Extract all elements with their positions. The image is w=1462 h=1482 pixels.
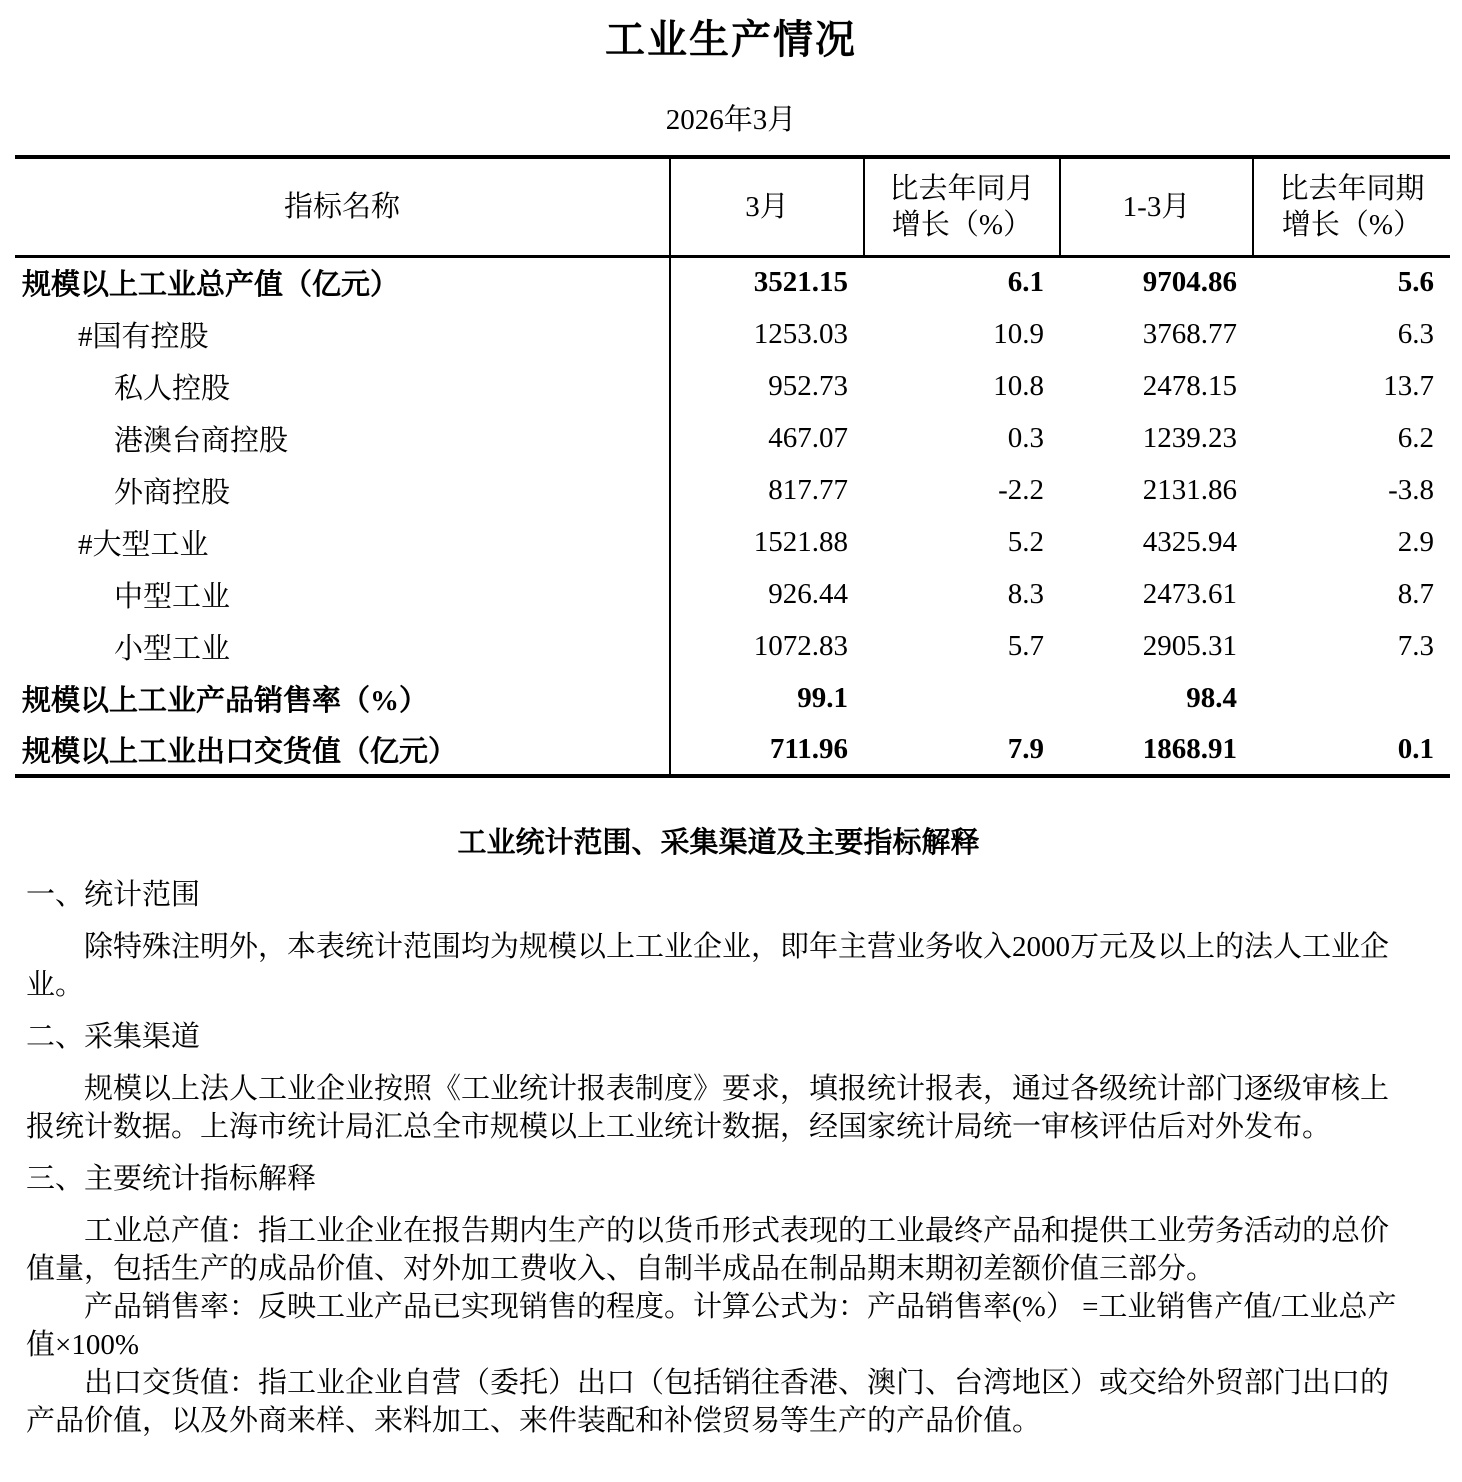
table-row: [15, 672, 1450, 724]
table-row: [15, 256, 1450, 308]
value-yoy-period: 7.3: [1397, 629, 1434, 662]
paragraph-export-delivery-definition: 出口交货值：指工业企业自营（委托）出口（包括销往香港、澳门、台湾地区）或交给外贸部门出口的产品价值，以及外商来样、来料加工、来件装配和补偿贸易等生产的产品价值。: [26, 1367, 1390, 1437]
row-label: 规模以上工业产品销售率（%）: [15, 672, 670, 724]
value-march: 1072.83: [753, 629, 848, 662]
value-yoy-period: 5.6: [1397, 266, 1434, 299]
value-march: 467.07: [768, 421, 848, 454]
value-yoy-period: 6.2: [1397, 421, 1434, 454]
value-yoy-month: 8.3: [1007, 577, 1044, 610]
table-row: [15, 724, 1450, 776]
table-row: [15, 516, 1450, 568]
page-title: 工业生产情况: [605, 17, 857, 62]
col-header-yoy-period-line2: 增长（%）: [1281, 208, 1423, 241]
paragraph-gross-output-definition: 工业总产值：指工业企业在报告期内生产的以货币形式表现的工业最终产品和提供工业劳务活动的总价值量，包括生产的成品价值、对外加工费收入、自制半成品在制品期末期初差额价值三部分。: [26, 1215, 1390, 1285]
value-jan-mar: 2478.15: [1142, 369, 1237, 402]
table-row: [15, 464, 1450, 516]
table-header-row: [15, 157, 1450, 256]
col-header-yoy-month: [864, 157, 1060, 256]
table-row: [15, 412, 1450, 464]
paragraph-sales-ratio-definition: 产品销售率：反映工业产品已实现销售的程度。计算公式为：产品销售率(%） =工业销售产值/工业总产值×100%: [26, 1291, 1397, 1361]
paragraph-collection-channel: 规模以上法人工业企业按照《工业统计报表制度》要求，填报统计报表，通过各级统计部门逐级审核上报统计数据。上海市统计局汇总全市规模以上工业统计数据，经国家统计局统一审核评估后对外发布。: [26, 1073, 1390, 1143]
value-march: 3521.15: [753, 266, 848, 299]
value-jan-mar: 9704.86: [1142, 266, 1237, 299]
col-header-indicator-name: 指标名称: [15, 157, 670, 256]
value-jan-mar: 2473.61: [1142, 577, 1237, 610]
col-header-yoy-period: [1253, 157, 1450, 256]
col-header-yoy-month-line1: 比去年同月: [889, 172, 1035, 205]
value-yoy-period: 0.1: [1397, 732, 1434, 765]
row-label: 中型工业: [15, 568, 670, 620]
col-header-yoy-period-line1: 比去年同期: [1279, 172, 1425, 205]
value-march: 1521.88: [753, 525, 848, 558]
col-header-jan-mar: 1-3月: [1060, 157, 1253, 256]
table-row: [15, 620, 1450, 672]
notes-heading: 工业统计范围、采集渠道及主要指标解释: [457, 827, 980, 859]
value-yoy-month: 10.8: [993, 369, 1044, 402]
row-label: 港澳台商控股: [15, 412, 670, 464]
value-yoy-month: [864, 672, 1060, 724]
table-row: [15, 360, 1450, 412]
value-yoy-period: -3.8: [1388, 473, 1434, 506]
value-yoy-period: 8.7: [1397, 577, 1434, 610]
value-yoy-month: -2.2: [998, 473, 1044, 506]
col-header-march: 3月: [670, 157, 864, 256]
table-row: [15, 308, 1450, 360]
row-label: 规模以上工业总产值（亿元）: [15, 256, 670, 308]
row-label: 外商控股: [15, 464, 670, 516]
value-jan-mar: 3768.77: [1142, 317, 1237, 350]
value-jan-mar: 4325.94: [1142, 525, 1237, 558]
table-body: [15, 256, 1450, 776]
value-yoy-month: 10.9: [993, 317, 1044, 350]
value-yoy-month: 5.7: [1007, 629, 1044, 662]
value-march: 817.77: [768, 473, 848, 506]
value-yoy-period: 6.3: [1397, 317, 1434, 350]
value-yoy-period: 13.7: [1383, 369, 1434, 402]
report-period: 2026年3月: [665, 104, 797, 136]
row-label: #大型工业: [15, 516, 670, 568]
notes-section: [26, 824, 1411, 1440]
value-yoy-period: 2.9: [1397, 525, 1434, 558]
row-label: 私人控股: [15, 360, 670, 412]
value-jan-mar: 1239.23: [1142, 421, 1237, 454]
section-title-indicator-definitions: 三、主要统计指标解释: [26, 1163, 317, 1195]
section-title-collection-channel: 二、采集渠道: [26, 1021, 201, 1053]
value-yoy-month: 7.9: [1007, 732, 1044, 765]
row-label: 小型工业: [15, 620, 670, 672]
value-march: 926.44: [768, 577, 848, 610]
value-yoy-month: 0.3: [1007, 421, 1044, 454]
value-yoy-period: [1253, 672, 1450, 724]
value-jan-mar: 2131.86: [1142, 473, 1237, 506]
table-header: [15, 157, 1450, 256]
row-label: #国有控股: [15, 308, 670, 360]
value-jan-mar: 2905.31: [1142, 629, 1237, 662]
value-march: 952.73: [768, 369, 848, 402]
industrial-production-table: [15, 155, 1450, 778]
value-jan-mar: 98.4: [1186, 681, 1237, 714]
value-march: 99.1: [797, 681, 848, 714]
value-march: 1253.03: [753, 317, 848, 350]
value-march: 711.96: [769, 732, 848, 765]
document-page: [0, 18, 1462, 1482]
table-row: [15, 568, 1450, 620]
value-yoy-month: 5.2: [1007, 525, 1044, 558]
value-jan-mar: 1868.91: [1142, 732, 1237, 765]
paragraph-statistics-scope: 除特殊注明外，本表统计范围均为规模以上工业企业，即年主营业务收入2000万元及以上的法人工业企业。: [26, 931, 1390, 1001]
section-title-statistics-scope: 一、统计范围: [26, 879, 201, 911]
col-header-yoy-month-line2: 增长（%）: [891, 208, 1033, 241]
row-label: 规模以上工业出口交货值（亿元）: [15, 724, 670, 776]
value-yoy-month: 6.1: [1007, 266, 1044, 299]
